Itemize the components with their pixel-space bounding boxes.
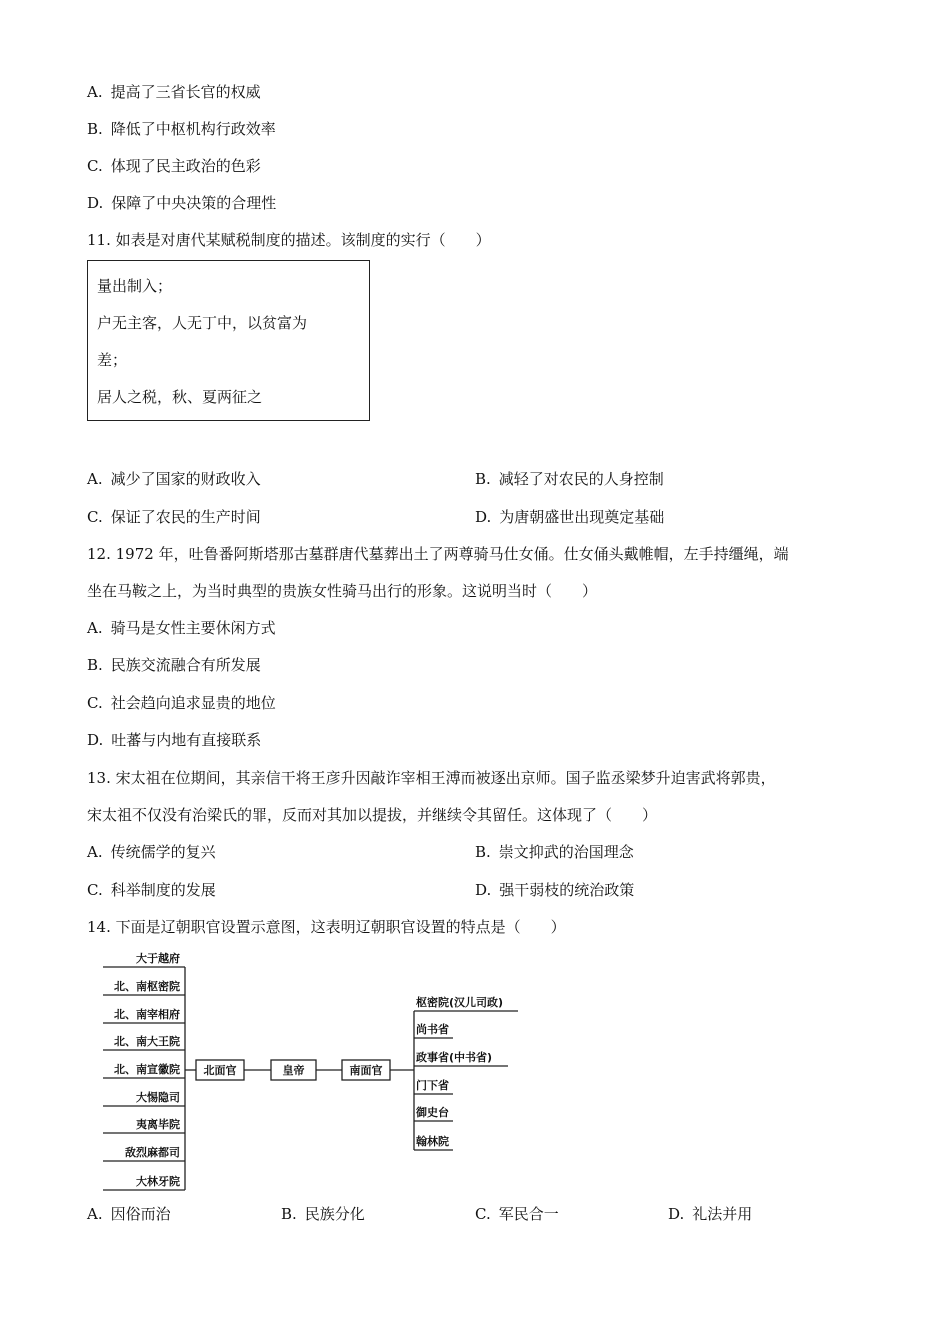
south-item: 门下省 (416, 1079, 449, 1092)
south-officials-box: 南面官 (349, 1064, 383, 1077)
emperor-box: 皇帝 (282, 1064, 305, 1077)
q11-option-c: C. 保证了农民的生产时间 (87, 508, 261, 526)
q10-option-b: B. 降低了中枢机构行政效率 (87, 120, 276, 138)
south-item: 枢密院(汉儿司政) (416, 996, 504, 1009)
north-item: 北、南宰相府 (114, 1008, 180, 1021)
q11-option-b: B. 减轻了对农民的人身控制 (475, 470, 664, 488)
q12-option-d: D. 吐蕃与内地有直接联系 (87, 731, 262, 749)
north-item: 北、南枢密院 (114, 980, 180, 993)
q14-option-b: B. 民族分化 (281, 1205, 365, 1223)
q14-stem: 14. 下面是辽朝职官设置示意图，这表明辽朝职官设置的特点是（ ） (87, 918, 566, 936)
q11-box-line: 差； (97, 351, 128, 369)
q10-option-d: D. 保障了中央决策的合理性 (87, 194, 277, 212)
north-item: 大林牙院 (136, 1175, 180, 1188)
q12-stem-line1: 12. 1972 年，吐鲁番阿斯塔那古墓群唐代墓葬出土了两尊骑马仕女俑。仕女俑头戴帷帽，左手持缰绳，端 (87, 545, 789, 563)
q13-stem-line2: 宋太祖不仅没有治梁氏的罪，反而对其加以提拔，并继续令其留任。这体现了（ ） (87, 806, 658, 824)
north-item: 敌烈麻都司 (125, 1146, 180, 1159)
q13-stem-line1: 13. 宋太祖在位期间，其亲信干将王彦升因敲诈宰相王溥而被逐出京师。国子监丞梁梦升迫害武将郭贵， (87, 769, 776, 787)
q11-box-line: 居人之税，秋、夏两征之 (97, 388, 263, 406)
q11-option-a: A. 减少了国家的财政收入 (87, 470, 261, 488)
north-item: 大于越府 (136, 952, 180, 965)
q13-option-c: C. 科举制度的发展 (87, 881, 216, 899)
north-item: 大惕隐司 (136, 1091, 180, 1104)
q10-option-a: A. 提高了三省长官的权威 (87, 83, 261, 101)
q12-stem-line2: 坐在马鞍之上，为当时典型的贵族女性骑马出行的形象。这说明当时（ ） (87, 582, 598, 600)
q14-option-d: D. 礼法并用 (668, 1205, 753, 1223)
q10-option-c: C. 体现了民主政治的色彩 (87, 157, 261, 175)
q14-option-a: A. 因俗而治 (87, 1205, 171, 1223)
q12-option-c: C. 社会趋向追求显贵的地位 (87, 694, 276, 712)
south-item: 尚书省 (416, 1023, 449, 1036)
north-item: 北、南大王院 (114, 1035, 180, 1048)
q12-option-b: B. 民族交流融合有所发展 (87, 656, 261, 674)
q11-option-d: D. 为唐朝盛世出现奠定基础 (475, 508, 665, 526)
q11-box-line: 户无主客，人无丁中，以贫富为 (97, 314, 308, 332)
north-item: 北、南宣徽院 (114, 1063, 180, 1076)
q13-option-a: A. 传统儒学的复兴 (87, 843, 216, 861)
q14-option-c: C. 军民合一 (475, 1205, 559, 1223)
q11-box-line: 量出制入； (97, 277, 173, 295)
q11-stem: 11. 如表是对唐代某赋税制度的描述。该制度的实行（ ） (87, 231, 491, 249)
north-item: 夷离毕院 (136, 1118, 180, 1131)
q13-option-b: B. 崇文抑武的治国理念 (475, 843, 634, 861)
south-item: 翰林院 (416, 1135, 449, 1148)
south-item: 政事省(中书省) (416, 1051, 493, 1064)
q12-option-a: A. 骑马是女性主要休闲方式 (87, 619, 276, 637)
q13-option-d: D. 强干弱枝的统治政策 (475, 881, 635, 899)
north-officials-box: 北面官 (203, 1064, 237, 1077)
south-item: 御史台 (416, 1106, 449, 1119)
